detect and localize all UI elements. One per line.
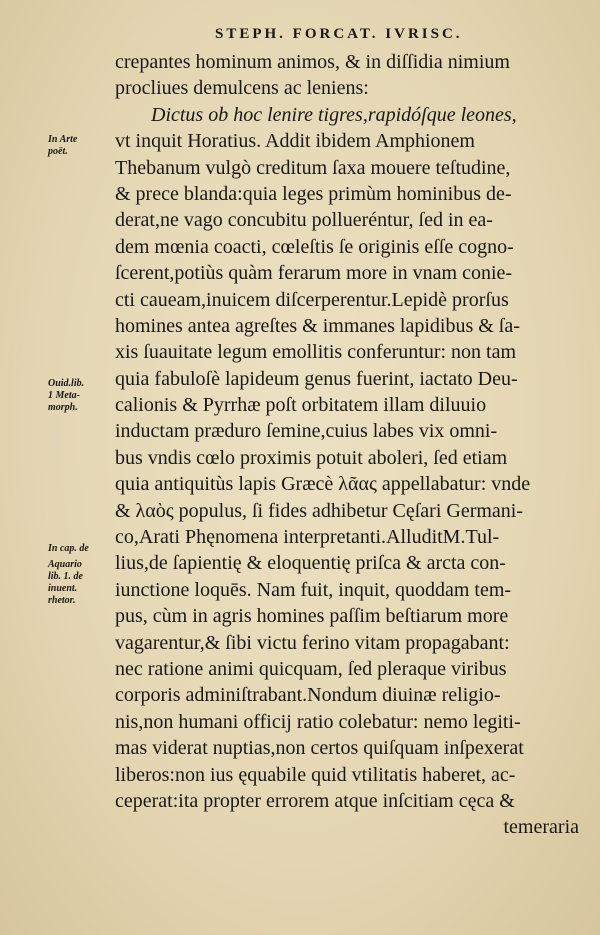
margin-note-line: inuent. — [48, 583, 78, 594]
margin-note-line: morph. — [48, 402, 78, 413]
text-line: calionis & Pyrrhæ poſt orbitatem illam diluuio — [115, 394, 487, 417]
margin-note-line: lib. 1. de — [48, 571, 83, 582]
text-line: homines antea agreſtes & immanes lapidibus & ſa- — [115, 314, 520, 337]
margin-note-line: 1 Meta- — [48, 390, 80, 401]
text-line: co,Arati Phęnomena interpretanti.AlluditM.Tul- — [115, 526, 500, 549]
text-line: xis ſuauitate legum emollitis conferuntur: non tam — [115, 341, 517, 364]
margin-note-aratus — [48, 543, 114, 555]
text-line: vt inquit Horatius. Addit ibidem Amphionem — [115, 130, 475, 153]
text-line: procliues demulcens ac leniens: — [115, 77, 369, 100]
text-line: Thebanum vulgò creditum ſaxa mouere teſtudine, — [115, 156, 511, 179]
text-line: vagarentur,& ſibi victu ferino vitam propagabant: — [115, 631, 510, 654]
text-line: nis,non humani officij ratio colebatur: nemo legiti- — [115, 710, 521, 733]
main-text-block — [115, 49, 587, 841]
margin-note-line: Aquario — [48, 559, 82, 570]
margin-note-ovid — [48, 378, 114, 414]
text-line: quia fabuloſè lapideum genus fuerint, iactato Deu- — [115, 367, 518, 390]
text-line: cti caueam,inuicem diſcerperentur.Lepidè prorſus — [115, 288, 509, 311]
quotation-line: Dictus ob hoc lenire tigres,rapidóſque leones, — [151, 103, 517, 126]
text-line: quia antiquitùs lapis Græcè λᾶας appellabatur: vnde — [115, 473, 531, 496]
text-line: iunctione loquēs. Nam fuit, inquit, quoddam tem- — [115, 578, 512, 601]
text-line: lius,de ſapientię & eloquentię priſca & arcta con- — [115, 552, 506, 575]
text-line: ſcerent,potiùs quàm ferarum more in vnam conie- — [115, 262, 513, 285]
text-line: inductam præduro ſemine,cuius labes vix omni- — [115, 420, 498, 443]
text-line: dem mœnia coacti, cœleſtis ſe originis eſſe cogno- — [115, 235, 514, 258]
margin-note-line: rhetor. — [48, 595, 76, 606]
catchword-line: temeraria — [503, 816, 579, 839]
running-header: STEPH. FORCAT. IVRISC. — [215, 26, 463, 42]
text-line: derat,ne vago concubitu pollueréntur, ſed in ea- — [115, 209, 493, 232]
text-line: nec ratione animi quicquam, ſed pleraque viribus — [115, 657, 507, 680]
text-line: corporis adminiſtrabant.Nondum diuinæ religio- — [115, 684, 501, 707]
margin-note-line: poët. — [48, 146, 68, 157]
margin-note-line: In cap. de — [48, 543, 89, 554]
text-line: & λαὸς populus, ſi fides adhibetur Cęſari Germani- — [115, 499, 524, 522]
text-line: ceperat:ita propter errorem atque inſcitiam cęca & — [115, 789, 515, 812]
text-line: bus vndis cœlo proximis potuit aboleri, ſed etiam — [115, 446, 508, 469]
text-line: & prece blanda:quia leges primùm hominibus de- — [115, 182, 512, 205]
text-line: pus, cùm in agris homines paſſim beſtiarum more — [115, 605, 509, 628]
text-line: liberos:non ius ęquabile quid vtilitatis haberet, ac- — [115, 763, 516, 786]
margin-note-line: Ouid.lib. — [48, 378, 85, 389]
text-line: crepantes hominum animos, & in diſſidia nimium — [115, 51, 510, 73]
text-line: mas viderat nuptias,non certos quiſquam inſpexerat — [115, 737, 524, 760]
margin-note-cicero — [48, 559, 114, 607]
margin-note-ars-poetica — [48, 134, 114, 158]
margin-note-line: In Arte — [48, 134, 78, 145]
